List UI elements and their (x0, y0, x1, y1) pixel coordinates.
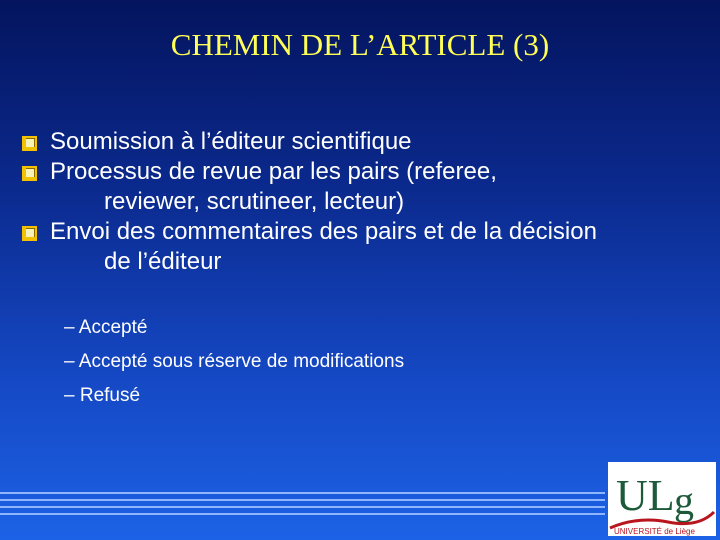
bullet-box-icon (22, 226, 37, 241)
bullet-box-icon (22, 166, 37, 181)
svg-text:UL: UL (616, 471, 675, 520)
bullet-box-icon (22, 136, 37, 151)
bullet-item (20, 127, 710, 157)
bullet-text: Soumission à l’éditeur scientifique (50, 128, 412, 155)
slide-title: CHEMIN DE L’ARTICLE (3) (170, 27, 550, 62)
bullet-list (20, 127, 710, 277)
bullet-continuation: de l’éditeur (104, 248, 222, 275)
svg-text:UNIVERSITÉ de Liège: UNIVERSITÉ de Liège (614, 527, 695, 536)
ulg-logo (608, 462, 716, 536)
bullet-text: Processus de revue par les pairs (referee, (50, 158, 497, 185)
bullet-item (20, 217, 710, 277)
svg-text:g: g (674, 478, 694, 523)
bullet-text: Envoi des commentaires des pairs et de la décision (50, 218, 597, 245)
sub-bullet-list (64, 311, 404, 413)
decorative-stripes (0, 492, 605, 520)
ulg-logo-mark (608, 462, 716, 536)
sub-bullet-item: – Accepté sous réserve de modifications (64, 351, 405, 372)
bullet-continuation: reviewer, scrutineer, lecteur) (104, 188, 405, 215)
sub-bullet-item: – Accepté (64, 317, 148, 338)
sub-bullet-item: – Refusé (64, 385, 141, 406)
bullet-item (20, 157, 710, 217)
